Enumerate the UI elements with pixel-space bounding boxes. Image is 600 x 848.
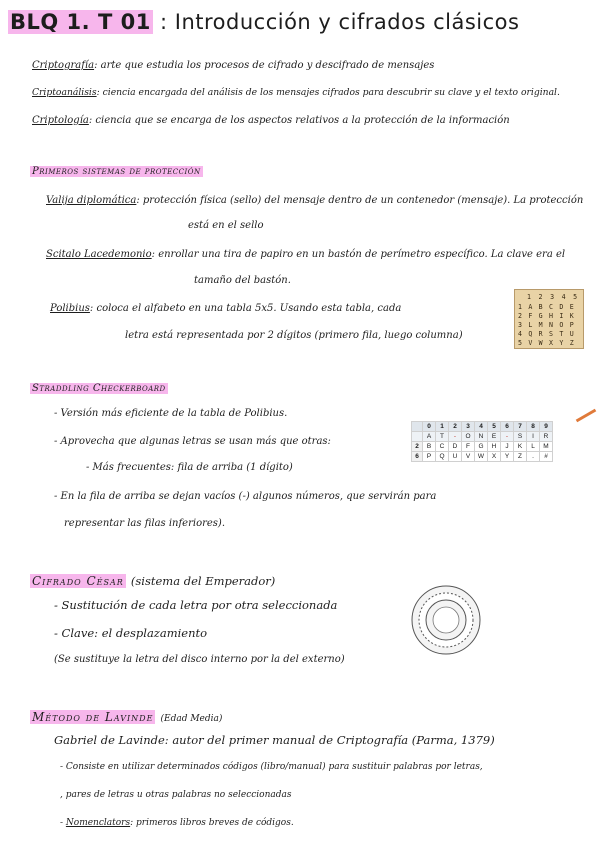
checkerboard-cell: 0	[423, 422, 436, 432]
nomenclators-text: : primeros libros breves de códigos.	[130, 818, 294, 828]
cesar-line-3: (Se sustituye la letra del disco interno por la del externo)	[54, 654, 345, 665]
title-code: BLQ 1. T 01	[10, 10, 151, 34]
checkerboard-cell: X	[488, 452, 501, 462]
checkerboard-cell: 9	[540, 422, 553, 432]
checkerboard-cell: U	[449, 452, 462, 462]
term-scitalo: Scitalo Lacedemonio	[46, 249, 152, 260]
section-heading-cesar: Cifrado César	[32, 574, 124, 588]
polibius-text-1: : coloca el alfabeto en una tabla 5x5. Usando esta tabla, cada	[89, 303, 402, 314]
checkerboard-cell: Q	[436, 452, 449, 462]
polybius-row: 1 A B C D E	[518, 303, 575, 311]
checkerboard-cell: 2	[449, 422, 462, 432]
checkerboard-cell: R	[540, 432, 553, 442]
title-text: Introducción y cifrados clásicos	[174, 10, 520, 34]
lavinde-subtitle: (Edad Media)	[160, 714, 223, 724]
checkerboard-cell: D	[449, 442, 462, 452]
checkerboard-cell: 2	[412, 442, 423, 452]
lavinde-heading-line	[30, 706, 222, 725]
checkerboard-cell: H	[488, 442, 501, 452]
checkerboard-cell: B	[423, 442, 436, 452]
straddling-line-5: representar las filas inferiores).	[64, 518, 226, 529]
term-nomenclators: Nomenclators	[65, 818, 131, 828]
checkerboard-cell: V	[462, 452, 475, 462]
title-separator: :	[160, 10, 168, 34]
term-criptoanalisis: Criptoanálisis	[32, 87, 97, 98]
checkerboard-cell: 8	[527, 422, 540, 432]
valija-line-2: está en el sello	[188, 220, 264, 231]
scitalo-text-1: : enrollar una tira de papiro en un bastón de perímetro específico. La clave era el	[151, 249, 566, 260]
checkerboard-cell: J	[501, 442, 514, 452]
polibius-line-1	[50, 303, 401, 314]
checkerboard-cell	[412, 422, 423, 432]
checkerboard-cell: W	[475, 452, 488, 462]
term-criptologia: Criptología	[32, 115, 89, 126]
straddling-line-4: - En la fila de arriba se dejan vacíos (-) algunos números, que servirán para	[54, 491, 437, 502]
cesar-line-1: - Sustitución de cada letra por otra seleccionada	[54, 598, 338, 612]
checkerboard-cell: E	[488, 432, 501, 442]
cesar-line-2: - Clave: el desplazamiento	[54, 626, 208, 640]
cesar-heading-line	[30, 570, 275, 589]
section-heading-primeros: Primeros sistemas de protección	[32, 166, 201, 177]
definition-criptologia	[32, 115, 510, 126]
definition-text: : ciencia encargada del análisis de los mensajes cifrados para descubrir su clave y el texto original.	[96, 87, 560, 98]
checkerboard-cell: 3	[462, 422, 475, 432]
lavinde-line-3: , pares de letras u otras palabras no seleccionadas	[60, 790, 292, 800]
valija-text-1: : protección física (sello) del mensaje dentro de un contenedor (mensaje). La protección	[136, 195, 584, 206]
checkerboard-cell: L	[527, 442, 540, 452]
lavinde-line-1: Gabriel de Lavinde: autor del primer manual de Criptografía (Parma, 1379)	[54, 733, 495, 747]
checkerboard-cell: 7	[514, 422, 527, 432]
checkerboard-cell: S	[514, 432, 527, 442]
scitalo-line-2: tamaño del bastón.	[194, 275, 291, 286]
checkerboard-cell: I	[527, 432, 540, 442]
straddling-line-1: - Versión más eficiente de la tabla de Polibius.	[54, 408, 288, 419]
checkerboard-cell: 6	[412, 452, 423, 462]
section-heading-straddling: Straddling Checkerboard	[32, 383, 166, 394]
term-criptografia: Criptografía	[32, 60, 95, 71]
checkerboard-cell: Z	[514, 452, 527, 462]
checkerboard-cell: P	[423, 452, 436, 462]
checkerboard-cell: O	[462, 432, 475, 442]
section-heading-lavinde: Método de Lavinde	[32, 710, 154, 724]
caesar-disk-image	[410, 584, 482, 656]
checkerboard-cell	[412, 432, 423, 442]
checkerboard-cell: #	[540, 452, 553, 462]
checkerboard-table	[411, 421, 553, 462]
checkerboard-cell: G	[475, 442, 488, 452]
definition-criptoanalisis	[32, 87, 560, 98]
definition-text: : arte que estudia los procesos de cifrado y descifrado de mensajes	[94, 60, 435, 71]
checkerboard-cell: A	[423, 432, 436, 442]
checkerboard-cell: .	[527, 452, 540, 462]
lavinde-line-4: - Nomenclators: primeros libros breves de códigos.	[60, 818, 294, 828]
polybius-row: 2 F G H I K	[518, 312, 575, 320]
straddling-line-3: - Más frecuentes: fila de arriba (1 dígito)	[86, 462, 293, 473]
definition-criptografia	[32, 60, 434, 71]
checkerboard-cell: 5	[488, 422, 501, 432]
checkerboard-cell: Y	[501, 452, 514, 462]
checkerboard-cell: T	[436, 432, 449, 442]
checkerboard-cell: -	[501, 432, 514, 442]
polibius-line-2: letra está representada por 2 dígitos (primero fila, luego columna)	[125, 330, 463, 341]
checkerboard-header-row	[412, 422, 553, 432]
scitalo-line-1	[46, 249, 565, 260]
page-title	[8, 10, 519, 34]
checkerboard-row	[412, 432, 553, 442]
polybius-row: 3 L M N O P	[518, 321, 575, 329]
checkerboard-cell: C	[436, 442, 449, 452]
checkerboard-cell: 4	[475, 422, 488, 432]
checkerboard-row	[412, 452, 553, 462]
polybius-header: 1 2 3 4 5	[527, 293, 579, 301]
lavinde-line-2: - Consiste en utilizar determinados códigos (libro/manual) para sustituir palabras por letras,	[60, 762, 483, 772]
valija-line-1	[46, 195, 583, 206]
checkerboard-cell: M	[540, 442, 553, 452]
checkerboard-cell: F	[462, 442, 475, 452]
checkerboard-cell: N	[475, 432, 488, 442]
checkerboard-cell: 6	[501, 422, 514, 432]
checkerboard-cell: K	[514, 442, 527, 452]
term-valija: Valija diplomática	[46, 195, 137, 206]
checkerboard-row	[412, 442, 553, 452]
definition-text: : ciencia que se encarga de los aspectos relativos a la protección de la información	[88, 115, 510, 126]
checkerboard-cell: -	[449, 432, 462, 442]
polybius-square-image	[514, 289, 584, 349]
checkerboard-cell: 1	[436, 422, 449, 432]
pencil-mark-icon	[576, 409, 597, 423]
term-polibius: Polibius	[50, 303, 90, 314]
cesar-subtitle: (sistema del Emperador)	[130, 574, 276, 588]
straddling-line-2: - Aprovecha que algunas letras se usan más que otras:	[54, 436, 331, 447]
polybius-row: 4 Q R S T U	[518, 330, 575, 338]
polybius-row: 5 V W X Y Z	[518, 339, 575, 347]
